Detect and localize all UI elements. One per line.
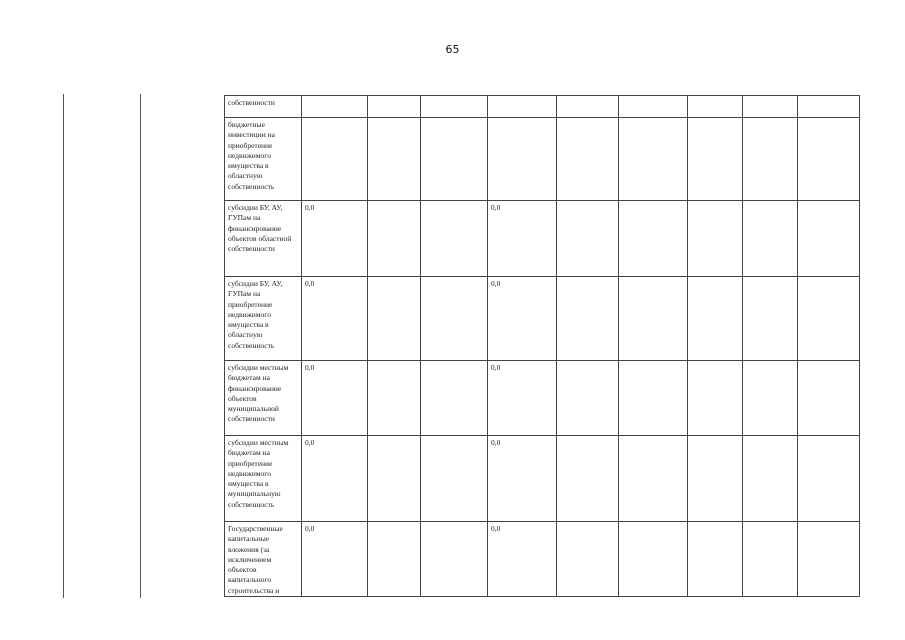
value-cell — [619, 436, 688, 522]
value-cell — [619, 201, 688, 277]
value-cell — [619, 522, 688, 597]
value-cell — [743, 96, 798, 118]
value-cell — [368, 522, 421, 597]
value-cell — [421, 522, 488, 597]
value-cell — [557, 522, 619, 597]
value-cell — [302, 96, 368, 118]
value-cell — [743, 436, 798, 522]
value-cell — [743, 361, 798, 436]
row-label: субсидии местным бюджетам на финансирование объектов муниципальной собственности — [225, 361, 302, 436]
value-cell: 0,0 — [302, 201, 368, 277]
value-cell — [743, 522, 798, 597]
table-row — [225, 361, 860, 436]
value-cell — [557, 96, 619, 118]
table-row — [225, 201, 860, 277]
value-cell — [557, 201, 619, 277]
row-label: Государственные капитальные вложения (за исключением объектов капитального строительства и — [225, 522, 302, 597]
row-label: собственности — [225, 96, 302, 118]
value-cell — [798, 277, 860, 361]
value-cell — [798, 201, 860, 277]
value-cell — [368, 118, 421, 201]
value-cell — [619, 277, 688, 361]
value-cell — [688, 118, 743, 201]
value-cell — [743, 201, 798, 277]
value-cell: 0,0 — [488, 522, 557, 597]
table-row — [225, 96, 860, 118]
value-cell: 0,0 — [302, 361, 368, 436]
value-cell — [619, 118, 688, 201]
value-cell — [619, 361, 688, 436]
value-cell — [302, 118, 368, 201]
row-label: субсидии местным бюджетам на приобретение недвижимого имущества в муниципальную собственность — [225, 436, 302, 522]
value-cell — [421, 96, 488, 118]
value-cell — [557, 277, 619, 361]
value-cell — [421, 118, 488, 201]
table-row — [225, 118, 860, 201]
row-label: бюджетные инвестиции на приобретение недвижимого имущества в областную собственность — [225, 118, 302, 201]
value-cell — [798, 361, 860, 436]
value-cell — [798, 522, 860, 597]
value-cell — [688, 96, 743, 118]
value-cell: 0,0 — [488, 201, 557, 277]
value-cell — [743, 118, 798, 201]
value-cell: 0,0 — [488, 277, 557, 361]
value-cell — [488, 96, 557, 118]
value-cell — [368, 277, 421, 361]
value-cell — [688, 201, 743, 277]
value-cell — [743, 277, 798, 361]
value-cell — [798, 96, 860, 118]
value-cell: 0,0 — [488, 361, 557, 436]
value-cell — [368, 361, 421, 436]
value-cell — [688, 436, 743, 522]
row-label: субсидии БУ, АУ, ГУПам на приобретение недвижимого имущества в областную собственность — [225, 277, 302, 361]
value-cell — [421, 361, 488, 436]
table-row — [225, 277, 860, 361]
value-cell — [557, 118, 619, 201]
row-label: субсидии БУ, АУ, ГУПам на финансирование объектов областной собственности — [225, 201, 302, 277]
value-cell — [688, 522, 743, 597]
column-divider-line — [140, 94, 141, 598]
value-cell — [688, 277, 743, 361]
value-cell — [798, 436, 860, 522]
value-cell — [619, 96, 688, 118]
value-cell — [421, 277, 488, 361]
value-cell: 0,0 — [302, 436, 368, 522]
table-row — [225, 522, 860, 597]
value-cell: 0,0 — [302, 277, 368, 361]
value-cell: 0,0 — [302, 522, 368, 597]
value-cell — [421, 201, 488, 277]
table-row — [225, 436, 860, 522]
value-cell — [557, 436, 619, 522]
value-cell — [368, 96, 421, 118]
value-cell — [421, 436, 488, 522]
value-cell — [368, 436, 421, 522]
value-cell: 0,0 — [488, 436, 557, 522]
budget-table — [224, 95, 860, 597]
value-cell — [798, 118, 860, 201]
left-border-line — [63, 94, 64, 598]
value-cell — [488, 118, 557, 201]
value-cell — [557, 361, 619, 436]
value-cell — [368, 201, 421, 277]
value-cell — [688, 361, 743, 436]
page-number: 65 — [445, 43, 460, 56]
